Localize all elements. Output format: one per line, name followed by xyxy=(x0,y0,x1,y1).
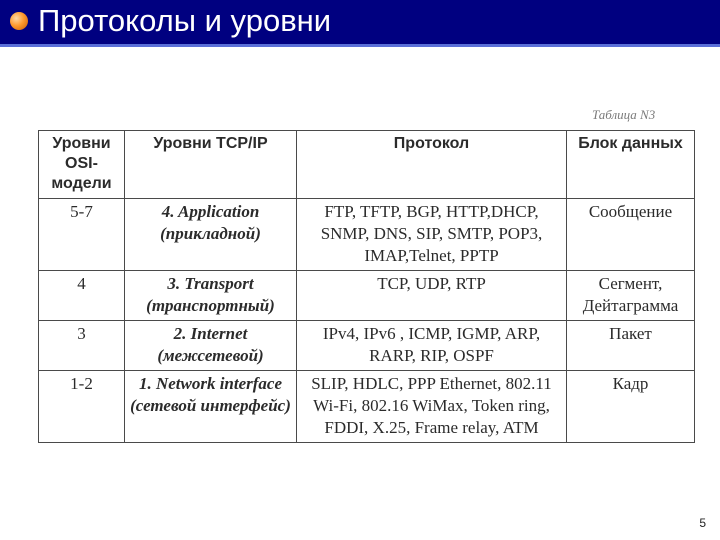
header-osi-levels: Уровни OSI-модели xyxy=(39,131,125,199)
table-row xyxy=(39,271,695,321)
unit-cell: Сообщение xyxy=(567,199,695,271)
title-bar xyxy=(0,0,720,47)
header-data-unit: Блок данных xyxy=(567,131,695,199)
protocol-cell: SLIP, HDLC, PPP Ethernet, 802.11 Wi-Fi, 802.16 WiMax, Token ring, FDDI, X.25, Frame relay, ATM xyxy=(297,371,567,443)
page-number: 5 xyxy=(699,516,706,530)
unit-cell: Кадр xyxy=(567,371,695,443)
osi-cell: 4 xyxy=(39,271,125,321)
table-row xyxy=(39,371,695,443)
table-row xyxy=(39,199,695,271)
tcpip-cell: 2. Internet (межсетевой) xyxy=(125,321,297,371)
protocol-table xyxy=(38,130,695,443)
slide-title: Протоколы и уровни xyxy=(38,3,332,38)
tcpip-cell: 1. Network interface (сетевой интерфейс) xyxy=(125,371,297,443)
unit-cell: Пакет xyxy=(567,321,695,371)
osi-cell: 5-7 xyxy=(39,199,125,271)
header-protocol: Протокол xyxy=(297,131,567,199)
unit-cell: Сегмент, Дейтаграмма xyxy=(567,271,695,321)
osi-cell: 1-2 xyxy=(39,371,125,443)
protocol-cell: FTP, TFTP, BGP, HTTP,DHCP, SNMP, DNS, SIP, SMTP, POP3, IMAP,Telnet, PPTP xyxy=(297,199,567,271)
protocol-cell: IPv4, IPv6 , ICMP, IGMP, ARP, RARP, RIP, OSPF xyxy=(297,321,567,371)
table-header-row xyxy=(39,131,695,199)
osi-cell: 3 xyxy=(39,321,125,371)
tcpip-cell: 3. Transport (транспортный) xyxy=(125,271,297,321)
bullet-icon xyxy=(10,12,28,30)
table-row xyxy=(39,321,695,371)
tcpip-cell: 4. Application (прикладной) xyxy=(125,199,297,271)
header-tcpip-levels: Уровни TCP/IP xyxy=(125,131,297,199)
protocol-cell: TCP, UDP, RTP xyxy=(297,271,567,321)
table-caption: Таблица N3 xyxy=(592,110,656,122)
